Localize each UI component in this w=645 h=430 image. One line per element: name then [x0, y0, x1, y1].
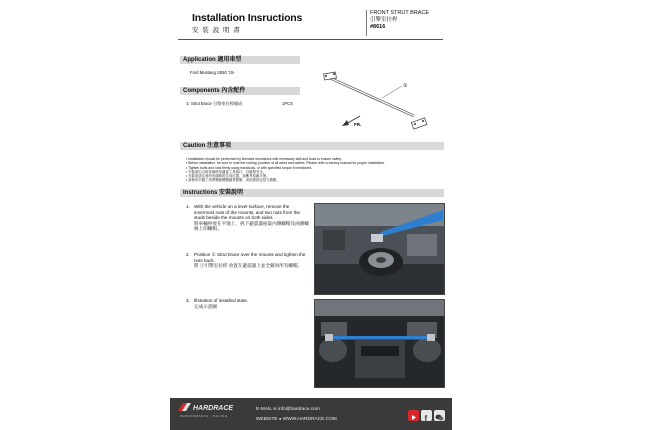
direction-arrow-head: [342, 120, 349, 126]
product-info: [370, 10, 429, 31]
doc-title-zh: 安 裝 說 明 書: [192, 27, 241, 34]
part-number: #8616: [370, 24, 386, 30]
bar-body: [330, 78, 414, 116]
caution-item: • 請使用手動工具將螺絲螺帽確實鎖緊，或依照指定扭力鎖緊。: [186, 178, 280, 183]
photo-strut-mount-art: [315, 204, 444, 294]
instruction-step-2: [186, 252, 310, 269]
step-number: 1.: [186, 204, 190, 209]
email-icon: ✉: [273, 406, 277, 411]
vehicle-text: Ford Mustang S550 '15-: [190, 70, 235, 75]
facebook-icon[interactable]: [421, 410, 432, 421]
globe-icon: ●: [278, 416, 282, 421]
step-text: Position ① Strut brace over the mounts and tighten the nuts back.: [194, 252, 306, 263]
doc-title: Installation Insructions: [192, 12, 303, 24]
photo-strut-mount: [314, 203, 445, 295]
installed-brace-bar: [329, 336, 431, 340]
step-text-zh: 將車輛停放在平地上，拆下避震器座最內側螺帽及兩側螺絲上的螺帽。: [194, 220, 309, 232]
header-rule: [178, 39, 443, 40]
caution-item: • 安裝需由合格技師使用適當工具執行，以確保安全。: [186, 169, 267, 174]
svg-text:HARDRACE: HARDRACE: [193, 405, 234, 412]
product-name-zh: 引擎室拉桿: [370, 17, 398, 23]
caution-item: • Before installation, be sure to note the routing, position of all wires and cables. Please refer to factory manual for proper installation.: [186, 161, 386, 166]
caution-item: • Installation should be performed by licensed mechanics with necessary skill and tools to ensure safety.: [186, 157, 342, 161]
brand-tagline: PERFORMANCE · RACING: [180, 414, 228, 418]
header-divider: [366, 10, 367, 36]
product-name: FRONT STRUT BRACE: [370, 10, 430, 16]
email-value[interactable]: info@hardrace.com: [277, 407, 320, 412]
caution-heading: Caution 注意事項: [180, 142, 444, 150]
wechat-icon[interactable]: [434, 410, 445, 421]
email-label: E-MAIL: [256, 407, 272, 412]
contact-email: [256, 406, 320, 412]
website-label: WEBSITE: [256, 417, 278, 422]
caution-item: • Tighten bolts and nuts firmly using handtools, or with specified torque if mentioned.: [186, 165, 313, 170]
component-qty: 1PCS: [282, 101, 293, 106]
contact-website: [256, 416, 337, 422]
step-text-zh: 完成示意圖: [194, 303, 217, 309]
application-heading: Application 適用車型: [180, 56, 300, 64]
step-text: With the vehicle on a level surface, remove the innermost nuts of the mounts, and two nuts from the studs beside the mounts on both sides.: [194, 204, 300, 221]
bracket-right: [411, 118, 427, 129]
instruction-step-1: [186, 204, 310, 232]
step-text: Illstration of installed state.: [194, 298, 249, 303]
caution-list: [186, 157, 441, 183]
callout-number: ①: [403, 83, 408, 89]
svg-text:f: f: [424, 414, 428, 423]
youtube-icon[interactable]: [408, 410, 419, 421]
photo-installed: [314, 299, 445, 388]
photo-installed-art: [315, 300, 444, 387]
callout-leader: [382, 86, 402, 98]
caution-item: • 安裝前請注意所有線路的走向位置，請參考原廠手冊。: [186, 174, 270, 179]
instruction-step-3: [186, 298, 310, 309]
component-item: ① Strut Brace 引擎室拉桿總成: [186, 101, 243, 106]
step-number: 3.: [186, 298, 190, 303]
website-value[interactable]: WWW.HARDRACE.COM: [282, 417, 337, 422]
strut-brace-diagram: [316, 62, 444, 142]
direction-label: FR.: [354, 122, 362, 127]
components-heading: Components 內含配件: [180, 87, 300, 95]
step-number: 2.: [186, 252, 190, 257]
step-text-zh: 將 ①引擎室拉桿 放置在避震器上並全鎖回所有螺帽。: [194, 263, 303, 269]
brand-logo: [178, 402, 234, 412]
instructions-heading: Instructions 安裝說明: [180, 189, 444, 197]
